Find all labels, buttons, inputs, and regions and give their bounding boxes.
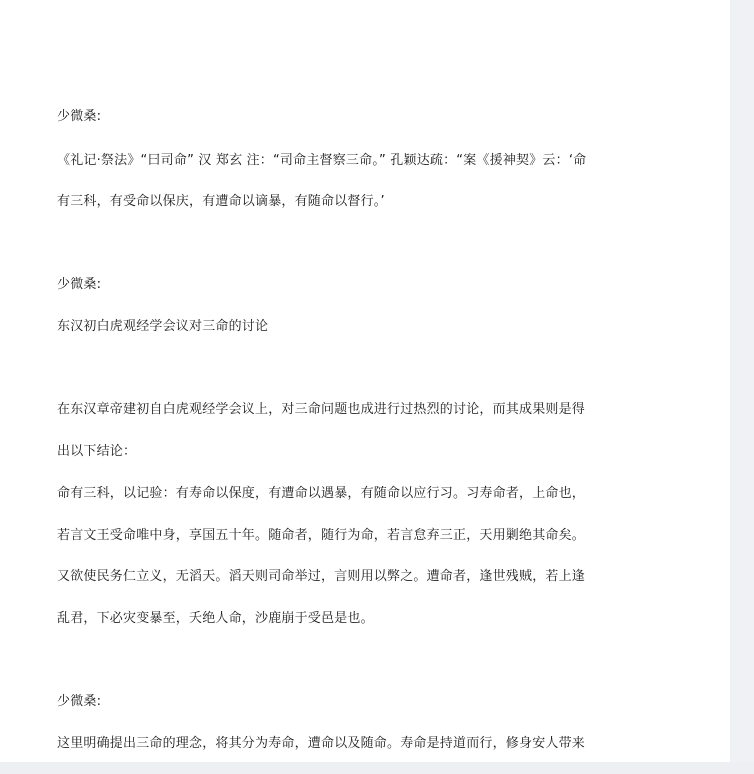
text-line: 乱君，下必灾变暴至，夭绝人命，沙鹿崩于受邑是也。	[57, 611, 374, 626]
speaker-label: 少微桑:	[57, 694, 102, 709]
page-bottom-edge	[0, 762, 754, 774]
text-line: 在东汉章帝建初自白虎观经学会议上，对三命问题也成进行过热烈的讨论，而其成果则是得	[57, 402, 586, 417]
speaker-label: 少微桑:	[57, 277, 102, 292]
text-line: 有三科，有受命以保庆，有遭命以谪暴，有随命以督行。’	[57, 194, 385, 209]
text-line: 若言文王受命唯中身，享国五十年。随命者，随行为命，若言怠弃三正，天用剿绝其命矣。	[57, 528, 586, 543]
scroll-gutter[interactable]	[730, 0, 754, 774]
section-heading: 东汉初白虎观经学会议对三命的讨论	[57, 319, 269, 334]
text-line: 这里明确提出三命的理念，将其分为寿命，遭命以及随命。寿命是持道而行，修身安人带来	[57, 736, 586, 751]
speaker-label: 少微桑:	[57, 109, 102, 124]
text-line: 出以下结论：	[57, 444, 137, 459]
text-line: 命有三科，以记验：有寿命以保度，有遭命以遇暴，有随命以应行习。习寿命者，上命也，	[57, 486, 586, 501]
text-line: 又欲使民务仁立义，无滔天。滔天则司命举过，言则用以弊之。遭命者，逢世残贼，若上逢	[57, 569, 586, 584]
text-line: 《礼记·祭法》“曰司命” 汉 郑玄 注：“司命主督察三命。” 孔颖达疏：“案《援神契》云：‘命	[57, 153, 587, 168]
